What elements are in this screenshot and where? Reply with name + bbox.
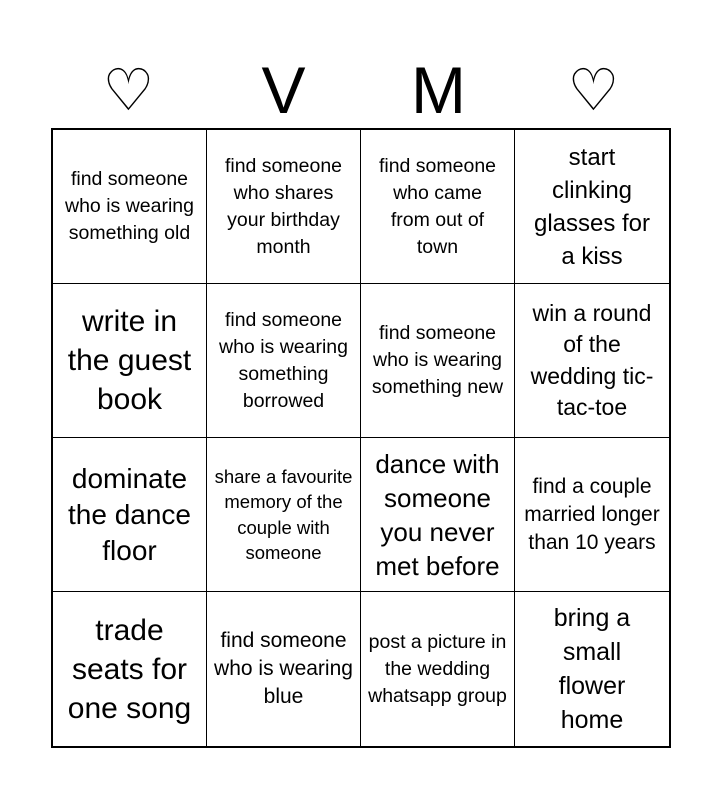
bingo-cell-text: write in the guest book [67, 305, 192, 416]
bingo-cell-text: dance with someone you never met before [375, 448, 500, 581]
bingo-cell-text: win a round of the wedding tic-tac-toe [530, 299, 654, 420]
bingo-cell[interactable] [207, 284, 361, 438]
bingo-cell[interactable] [361, 592, 515, 746]
bingo-cell[interactable] [515, 284, 669, 438]
bingo-cell-text: dominate the dance floor [68, 462, 191, 566]
bingo-cell[interactable] [515, 438, 669, 592]
bingo-cell[interactable] [53, 284, 207, 438]
bingo-cell-text: find someone who is wearing something new [371, 322, 504, 398]
heart-icon: ♡ [567, 56, 620, 124]
bingo-cell-text: find someone who is wearing something borrowed [219, 308, 348, 412]
bingo-cell[interactable] [207, 438, 361, 592]
bingo-cell-text: find a couple married longer than 10 years [524, 474, 660, 554]
bingo-header [51, 52, 671, 128]
header-letter-v: V [261, 53, 306, 127]
bingo-cell[interactable] [53, 592, 207, 746]
bingo-cell[interactable] [53, 438, 207, 592]
bingo-cell[interactable] [515, 592, 669, 746]
bingo-cell-text: find someone who came from out of town [378, 154, 497, 258]
header-letter-m: M [411, 53, 466, 127]
bingo-cell-text: share a favourite memory of the couple with someone [214, 465, 353, 563]
bingo-cell-text: bring a small flower home [553, 604, 631, 734]
bingo-cell[interactable] [515, 130, 669, 284]
bingo-grid [51, 128, 671, 748]
heart-icon: ♡ [102, 56, 155, 124]
bingo-cell-text: find someone who is wearing blue [214, 629, 353, 708]
bingo-cell[interactable] [361, 284, 515, 438]
bingo-cell[interactable] [361, 438, 515, 592]
bingo-cell-text: post a picture in the wedding whatsapp group [368, 630, 507, 707]
bingo-cell-text: find someone who shares your birthday month [224, 154, 343, 258]
bingo-cell[interactable] [53, 130, 207, 284]
bingo-cell[interactable] [361, 130, 515, 284]
bingo-cell[interactable] [207, 592, 361, 746]
bingo-cell[interactable] [207, 130, 361, 284]
bingo-cell-text: find someone who is wearing something old [65, 168, 194, 244]
bingo-cell-text: start clinking glasses for a kiss [533, 143, 651, 270]
bingo-cell-text: trade seats for one song [67, 613, 192, 725]
